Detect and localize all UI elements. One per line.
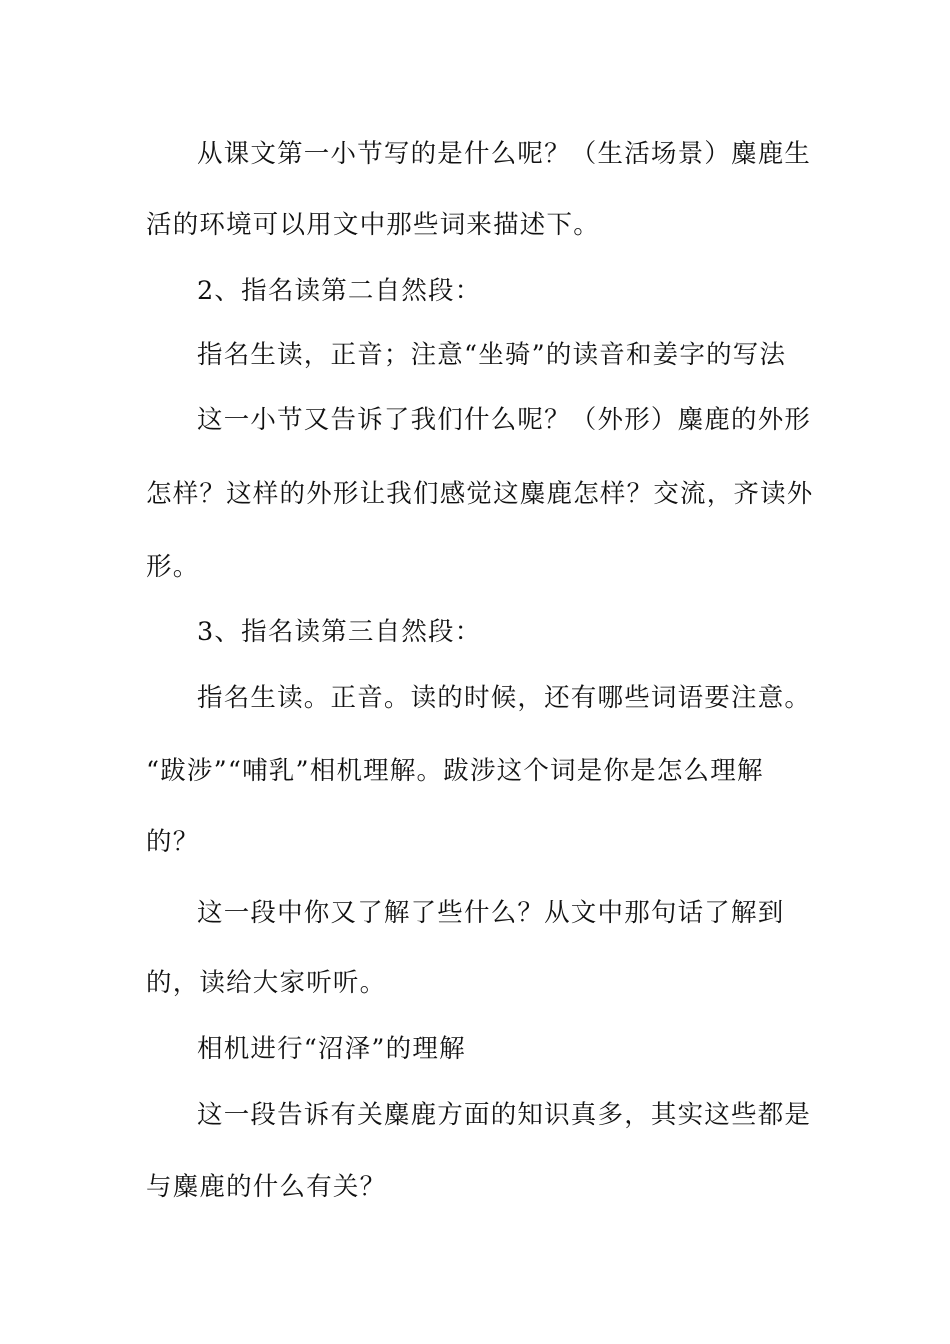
- paragraph-line: 形。: [146, 552, 200, 582]
- paragraph-line: 这一段中你又了解了些什么？从文中那句话了解到: [197, 898, 785, 928]
- paragraph-line: 怎样？这样的外形让我们感觉这麋鹿怎样？交流，齐读外: [146, 479, 814, 509]
- paragraph-line: 相机进行“沼泽”的理解: [197, 1034, 466, 1064]
- paragraph-line: 的，读给大家听听。: [146, 968, 387, 998]
- paragraph-line: 指名生读。正音。读的时候，还有哪些词语要注意。: [197, 683, 812, 713]
- paragraph-line: 从课文第一小节写的是什么呢？（生活场景）麋鹿生: [197, 139, 812, 169]
- paragraph-line: 与麋鹿的什么有关？: [146, 1172, 387, 1202]
- paragraph-line: 这一段告诉有关麋鹿方面的知识真多，其实这些都是: [197, 1100, 812, 1130]
- paragraph-line: 2、指名读第二自然段：: [197, 276, 482, 306]
- paragraph-line: 3、指名读第三自然段：: [197, 617, 482, 647]
- paragraph-line: 的？: [146, 827, 200, 857]
- paragraph-line: 活的环境可以用文中那些词来描述下。: [146, 210, 600, 240]
- paragraph-line: “跋涉”“哺乳”相机理解。跋涉这个词是你是怎么理解: [146, 756, 764, 786]
- paragraph-line: 这一小节又告诉了我们什么呢？（外形）麋鹿的外形: [197, 405, 812, 435]
- paragraph-line: 指名生读，正音；注意“坐骑”的读音和姜字的写法: [197, 340, 787, 370]
